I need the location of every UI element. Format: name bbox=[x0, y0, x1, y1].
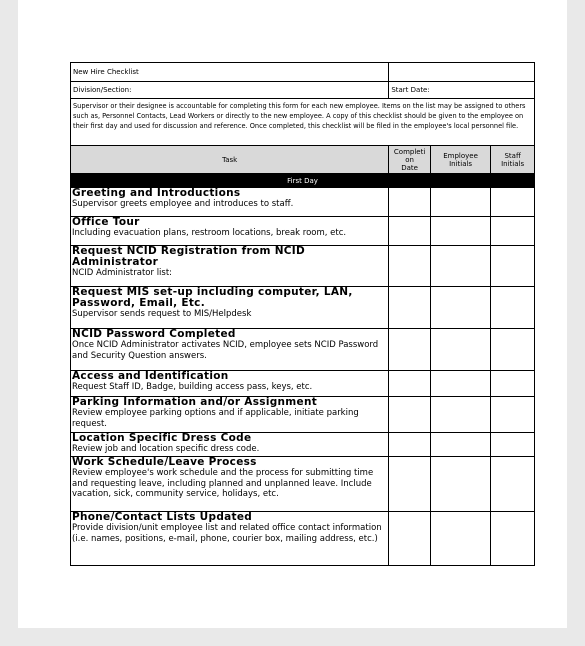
task-title: Work Schedule/Leave Process bbox=[72, 457, 257, 468]
task-description: NCID Administrator list: bbox=[72, 268, 173, 278]
instructions-text: Supervisor or their designee is accountable for completing this form for each new employee. Items on the list may be assigned to others such as, Personnel Contacts, Lead Workers or directly to the new employee. A copy of this checklist should be given to the employee on their first day and used for discussion and reference. Once completed, this checklist will be filed in the employee's local personnel file. bbox=[71, 99, 535, 146]
form-title-blank bbox=[389, 63, 535, 82]
task-row bbox=[71, 217, 535, 246]
division-section-field[interactable]: Division/Section: bbox=[71, 82, 389, 99]
task-description: Review employee parking options and if applicable, initiate parking request. bbox=[72, 408, 359, 429]
completion-date-cell[interactable] bbox=[389, 287, 431, 329]
task-cell bbox=[71, 287, 389, 329]
employee-initials-cell[interactable] bbox=[430, 329, 490, 371]
employee-initials-cell[interactable] bbox=[430, 287, 490, 329]
employee-initials-cell[interactable] bbox=[430, 433, 490, 457]
task-title: NCID Password Completed bbox=[72, 329, 236, 340]
task-title: Parking Information and/or Assignment bbox=[72, 397, 318, 408]
staff-initials-cell[interactable] bbox=[491, 371, 535, 397]
completion-date-cell[interactable] bbox=[389, 329, 431, 371]
employee-initials-column-header: Employee Initials bbox=[430, 146, 490, 174]
task-rows bbox=[71, 188, 535, 566]
new-hire-checklist-table bbox=[70, 62, 535, 566]
staff-initials-cell[interactable] bbox=[491, 217, 535, 246]
task-title: Office Tour bbox=[72, 217, 140, 228]
employee-initials-cell[interactable] bbox=[430, 188, 490, 217]
task-row bbox=[71, 188, 535, 217]
task-cell bbox=[71, 457, 389, 512]
staff-initials-cell[interactable] bbox=[491, 329, 535, 371]
task-row bbox=[71, 512, 535, 566]
task-row bbox=[71, 287, 535, 329]
task-title: Phone/Contact Lists Updated bbox=[72, 512, 253, 523]
task-row bbox=[71, 457, 535, 512]
task-cell bbox=[71, 397, 389, 433]
completion-date-cell[interactable] bbox=[389, 371, 431, 397]
staff-initials-cell[interactable] bbox=[491, 188, 535, 217]
document-page bbox=[18, 0, 567, 628]
task-description: Once NCID Administrator activates NCID, employee sets NCID Password and Security Question answers. bbox=[72, 340, 379, 361]
task-row bbox=[71, 246, 535, 287]
completion-date-column-header: Completi on Date bbox=[389, 146, 431, 174]
task-cell bbox=[71, 512, 389, 566]
task-title: Request NCID Registration from NCID Administrator bbox=[72, 246, 306, 268]
task-cell bbox=[71, 433, 389, 457]
completion-date-cell[interactable] bbox=[389, 217, 431, 246]
task-cell bbox=[71, 188, 389, 217]
task-row bbox=[71, 397, 535, 433]
employee-initials-cell[interactable] bbox=[430, 397, 490, 433]
task-row bbox=[71, 329, 535, 371]
task-cell bbox=[71, 329, 389, 371]
completion-date-cell[interactable] bbox=[389, 433, 431, 457]
task-title: Location Specific Dress Code bbox=[72, 433, 252, 444]
task-description: Supervisor greets employee and introduces to staff. bbox=[72, 199, 294, 209]
staff-initials-cell[interactable] bbox=[491, 246, 535, 287]
task-title: Greeting and Introductions bbox=[72, 188, 241, 199]
task-cell bbox=[71, 246, 389, 287]
task-description: Review employee's work schedule and the process for submitting time and requesting leave, including planned and unplanned leave. Include vacation, sick, community service, holidays, etc. bbox=[72, 468, 374, 499]
section-first-day: First Day bbox=[71, 174, 535, 188]
staff-initials-cell[interactable] bbox=[491, 433, 535, 457]
staff-initials-cell[interactable] bbox=[491, 457, 535, 512]
task-cell bbox=[71, 217, 389, 246]
task-title: Access and Identification bbox=[72, 371, 229, 382]
completion-date-cell[interactable] bbox=[389, 188, 431, 217]
task-title: Request MIS set-up including computer, LAN, Password, Email, Etc. bbox=[72, 287, 353, 309]
task-cell bbox=[71, 371, 389, 397]
task-description: Review job and location specific dress code. bbox=[72, 444, 260, 454]
completion-date-cell[interactable] bbox=[389, 397, 431, 433]
task-description: Including evacuation plans, restroom locations, break room, etc. bbox=[72, 228, 347, 238]
staff-initials-column-header: Staff Initials bbox=[491, 146, 535, 174]
task-description: Supervisor sends request to MIS/Helpdesk bbox=[72, 309, 252, 319]
employee-initials-cell[interactable] bbox=[430, 217, 490, 246]
task-description: Provide division/unit employee list and related office contact information (i.e. names, positions, e-mail, phone, courier box, mailing address, etc.) bbox=[72, 523, 382, 544]
form-title: New Hire Checklist bbox=[71, 63, 389, 82]
task-row bbox=[71, 433, 535, 457]
start-date-field[interactable]: Start Date: bbox=[389, 82, 535, 99]
task-description: Request Staff ID, Badge, building access pass, keys, etc. bbox=[72, 382, 313, 392]
completion-date-cell[interactable] bbox=[389, 512, 431, 566]
employee-initials-cell[interactable] bbox=[430, 371, 490, 397]
employee-initials-cell[interactable] bbox=[430, 457, 490, 512]
employee-initials-cell[interactable] bbox=[430, 246, 490, 287]
task-row bbox=[71, 371, 535, 397]
staff-initials-cell[interactable] bbox=[491, 287, 535, 329]
task-column-header: Task bbox=[71, 146, 389, 174]
completion-date-cell[interactable] bbox=[389, 457, 431, 512]
staff-initials-cell[interactable] bbox=[491, 512, 535, 566]
employee-initials-cell[interactable] bbox=[430, 512, 490, 566]
completion-date-cell[interactable] bbox=[389, 246, 431, 287]
staff-initials-cell[interactable] bbox=[491, 397, 535, 433]
